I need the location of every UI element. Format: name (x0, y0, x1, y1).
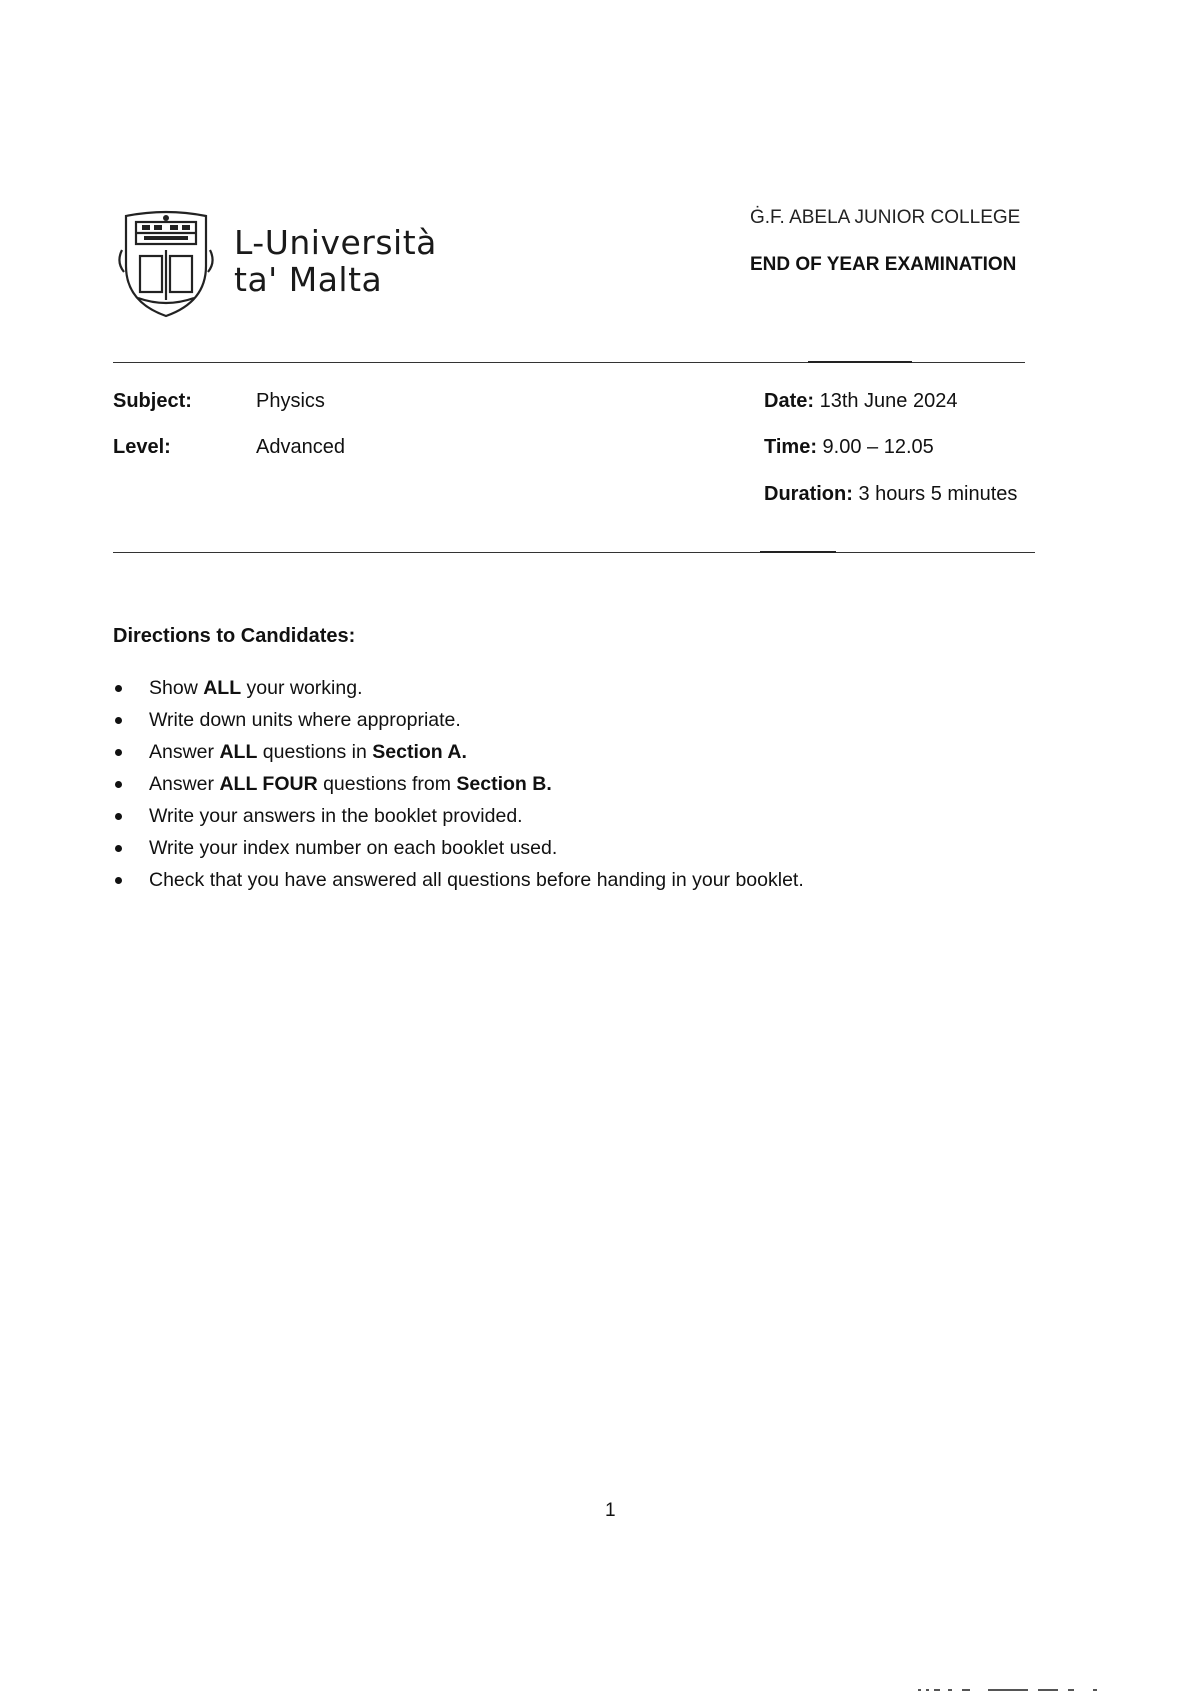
list-item: Write your index number on each booklet used. (113, 832, 804, 864)
level-value: Advanced (256, 436, 345, 458)
bullet-icon (115, 749, 122, 756)
page-number: 1 (605, 1500, 616, 1521)
subject-value: Physics (256, 390, 325, 412)
bullet-icon (115, 877, 122, 884)
duration-value: 3 hours 5 minutes (852, 483, 1018, 505)
date-row (764, 390, 957, 413)
list-item: Write your answers in the booklet provided. (113, 800, 804, 832)
list-item: Answer ALL FOUR questions from Section B. (113, 768, 804, 800)
duration-row (764, 483, 1017, 506)
scan-artifact (918, 1688, 1118, 1692)
university-name-line2: ta' Malta (234, 260, 383, 299)
subject-label: Subject: (113, 390, 192, 412)
date-value: 13th June 2024 (814, 390, 958, 412)
college-name: Ġ.F. ABELA JUNIOR COLLEGE (750, 207, 1021, 228)
time-label: Time: (764, 436, 817, 458)
list-item: Answer ALL questions in Section A. (113, 736, 804, 768)
university-name (234, 224, 437, 298)
directions-list (113, 672, 804, 896)
university-name-line1: L-Università (234, 223, 437, 262)
header-divider-bottom (113, 552, 1035, 553)
list-item: Check that you have answered all questions before handing in your booklet. (113, 864, 804, 896)
time-value: 9.00 – 12.05 (816, 436, 934, 458)
level-label: Level: (113, 436, 171, 458)
exam-title: END OF YEAR EXAMINATION (750, 254, 1017, 275)
divider-mark-top (808, 361, 912, 363)
bullet-icon (115, 813, 122, 820)
duration-label: Duration: (764, 483, 853, 505)
list-item: Show ALL your working. (113, 672, 804, 704)
directions-title: Directions to Candidates: (113, 625, 356, 647)
bullet-icon (115, 685, 122, 692)
divider-mark-bottom (760, 551, 836, 553)
bullet-icon (115, 845, 122, 852)
bullet-icon (115, 717, 122, 724)
university-crest-icon (118, 210, 214, 318)
bullet-icon (115, 781, 122, 788)
time-row (764, 436, 934, 459)
list-item: Write down units where appropriate. (113, 704, 804, 736)
date-label: Date: (764, 390, 815, 412)
university-logo (118, 210, 458, 320)
